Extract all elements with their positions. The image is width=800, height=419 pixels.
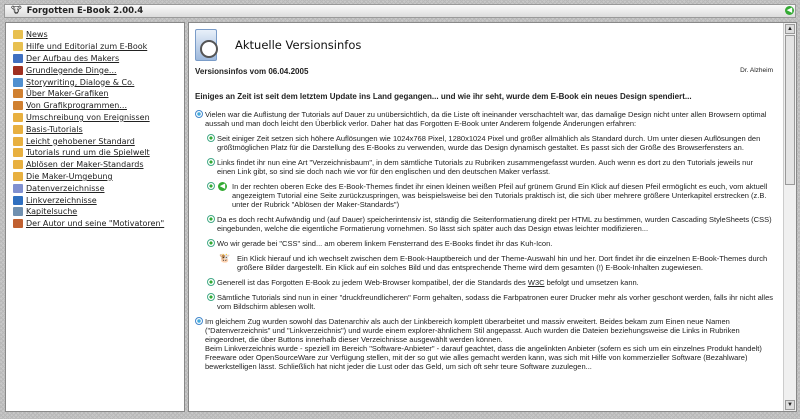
edit-document-icon xyxy=(13,78,23,87)
bullet-icon xyxy=(195,110,203,118)
archive-item: Im gleichem Zug wurden sowohl das Datenarchiv als auch der Linkbereich komplett überarbeitet und massiv erweitert. Beides bekam zum Einen neue Namen ("Datenverzeichnis" und "Linkverzeichnis") und wurde einem explorer-ähnlichem Stil angepasst. Auch wurden die Dateien beziehungsweise die Links in Rubriken eingeordnet, die über Buttons innerhalb dieser Verzeichnisse ausgewählt werden können. Beim Linkverzeichnis wurde - speziell im Bereich "Software-Anbieter" - darauf geachtet, dass die angelinkten Anbieter (sofern es sich um ein einzelnes Produkt handelt) Freeware oder OpenSourceWare zur Verfügung stellen, mit der so gut wie alles gemacht werden kann, was sich mit Hilfe von kommerzieller Software (Bezahlware) bewerkstelligen lässt. Schließlich hat nicht jeder die Lust oder das Geld, um sich oft sehr teure Software zuzulegen... xyxy=(195,317,773,371)
intro-item: Vielen war die Auflistung der Tutorials auf Dauer zu unübersichtlich, da die Liste oft ineinander verschachtelt war, das damalige Design nicht unter allen Browsern optimal aussah und man doch leicht den Überblick verlor. Daher hat das Forgotten E-Book unter Anderem folgende Änderungen erfahren: xyxy=(195,110,773,128)
window-title: Forgotten E-Book 2.00.4 xyxy=(26,6,144,16)
scroll-down-button[interactable]: ▼ xyxy=(785,400,795,410)
cow-note: 🐮 Ein Klick hierauf und ich wechselt zwischen dem E-Book-Hauptbereich und der Theme-Auswahl hin und her. Dort findet ihr die einzelnen E-Book-Themes durch größere Bilder dargestellt. Ein Klick auf ein solches Bild und das entsprechende Theme wird dem gesamten (!) E-Book-Inhalten zugewiesen. xyxy=(219,253,768,272)
sidebar-link[interactable]: Von Grafikprogrammen... xyxy=(26,101,127,111)
page-title: Aktuelle Versionsinfos xyxy=(235,38,362,52)
bullet-icon xyxy=(207,182,215,190)
sidebar-item[interactable] xyxy=(13,218,184,230)
cow-icon: 🐮 xyxy=(219,253,231,263)
scroll-thumb[interactable] xyxy=(785,35,795,185)
sidebar-item[interactable] xyxy=(13,123,184,135)
green-arrow-back-icon[interactable]: ◀ xyxy=(786,7,793,14)
sidebar-item[interactable] xyxy=(13,41,184,53)
sidebar-item[interactable] xyxy=(13,182,184,194)
sidebar-item[interactable] xyxy=(13,76,184,88)
sidebar-item[interactable] xyxy=(13,100,184,112)
sidebar-link[interactable]: Die Maker-Umgebung xyxy=(26,171,113,181)
help-folder-icon xyxy=(13,42,23,51)
sidebar-item[interactable] xyxy=(13,147,184,159)
list-item: Wo wir gerade bei "CSS" sind... am oberem linkem Fensterrand des E-Books findet ihr das Kuh-Icon. xyxy=(207,239,773,248)
version-meta xyxy=(195,67,773,76)
sidebar-item[interactable] xyxy=(13,159,184,171)
sidebar-item[interactable] xyxy=(13,135,184,147)
bullet-icon xyxy=(207,158,215,166)
sidebar-link[interactable]: Linkverzeichnisse xyxy=(26,195,97,205)
paint-brush-icon xyxy=(13,101,23,110)
list-item: Seit einiger Zeit setzen sich höhere Auflösungen wie 1024x768 Pixel, 1280x1024 Pixel und größer allmählich als Standard durch. Um unter diesen Auflösungen den größtmöglichen Platz für die Darstellung des E-Books zu verwenden, wurde das Design dynamisch gestaltet. Es passt sich der Größe des Browserfensters an. xyxy=(207,134,773,152)
globe-icon xyxy=(13,196,23,205)
title-bar xyxy=(4,4,796,18)
sidebar-item[interactable] xyxy=(13,53,184,65)
sidebar-item[interactable] xyxy=(13,64,184,76)
magnifier-icon xyxy=(13,207,23,216)
sidebar-link[interactable]: Datenverzeichnisse xyxy=(26,183,105,193)
sidebar xyxy=(5,22,185,412)
main-panel xyxy=(188,22,797,412)
bullet-icon xyxy=(195,317,203,325)
books-icon xyxy=(13,66,23,75)
paint-brush-icon xyxy=(13,89,23,98)
tutorial-folder-icon xyxy=(13,148,23,157)
tutorial-folder-icon xyxy=(13,172,23,181)
cow-icon[interactable]: 🐮 xyxy=(11,6,22,16)
lead-text: Einiges an Zeit ist seit dem letztem Update ins Land gegangen... und wie ihr seht, wurde dem E-Book ein neues Design spendiert... xyxy=(195,92,692,101)
vertical-scrollbar[interactable] xyxy=(783,23,796,411)
list-item: Sämtliche Tutorials sind nun in einer "druckfreundlicheren" Form gehalten, sodass die Farbpatronen eurer Drucker mehr als vorher geschont werden, falls ihr nicht alles vom Bildschirm ablesen wollt. xyxy=(207,293,773,311)
users-icon xyxy=(13,219,23,228)
sidebar-link[interactable]: Kapitelsuche xyxy=(26,207,78,217)
sidebar-link[interactable]: Hilfe und Editorial zum E-Book xyxy=(26,42,148,52)
folder-open-icon xyxy=(13,30,23,39)
page-header xyxy=(195,27,773,63)
sidebar-link[interactable]: Grundlegende Dinge... xyxy=(26,65,117,75)
bullet-icon xyxy=(207,239,215,247)
sidebar-link[interactable]: Ablösen der Maker-Standards xyxy=(26,160,144,170)
sidebar-link[interactable]: Leicht gehobener Standard xyxy=(26,136,135,146)
tutorial-folder-icon xyxy=(13,137,23,146)
sidebar-link[interactable]: Umschreibung von Ereignissen xyxy=(26,112,150,122)
tutorial-folder-icon xyxy=(13,113,23,122)
version-date: Versionsinfos vom 06.04.2005 xyxy=(195,67,309,76)
author: Dr. Alzheim xyxy=(740,67,773,74)
list-item: ◀ In der rechten oberen Ecke des E-Book-Themes findet ihr einen kleinen weißen Pfeil auf grünem Grund Ein Klick auf diesen Pfeil ermöglicht es euch, vom aktuell angezeigtem Tutorial eine Seite zurückzuspringen, was beispielsweise bei den Tutorials praktisch ist, die sich über mehrere größere Unterkapitel erstrecken (z.B. unter der Rubrick "Ablösen der Maker-Standards") xyxy=(207,182,773,209)
green-arrow-icon: ◀ xyxy=(219,183,226,190)
tutorial-folder-icon xyxy=(13,160,23,169)
bullet-icon xyxy=(207,134,215,142)
sidebar-item[interactable] xyxy=(13,194,184,206)
sidebar-item[interactable] xyxy=(13,112,184,124)
version-clock-icon xyxy=(195,29,217,61)
data-directory-icon xyxy=(13,184,23,193)
list-item: Generell ist das Forgotten E-Book zu jedem Web-Browser kompatibel, der die Standards des W3C befolgt und umsetzen kann. xyxy=(207,278,773,287)
scroll-up-button[interactable]: ▲ xyxy=(785,24,795,34)
tutorial-folder-icon xyxy=(13,125,23,134)
sidebar-link[interactable]: Der Aufbau des Makers xyxy=(26,53,120,63)
sidebar-link[interactable]: Basis-Tutorials xyxy=(26,124,83,134)
list-item: Da es doch recht Aufwändig und (auf Dauer) speicherintensiv ist, ständig die Seitenformatierung direkt per HTML zu bestimmen, wurden Cascading StyleSheets (CSS) eingebunden, welche die eigentliche Formatierung vornehmen. So lässt sich später auch das Design etwas leichter modifizieren... xyxy=(207,215,773,233)
bullet-icon xyxy=(207,215,215,223)
content xyxy=(189,23,783,371)
w3c-link[interactable]: W3C xyxy=(527,278,545,287)
bullet-icon xyxy=(207,278,215,286)
sidebar-link[interactable]: Tutorials rund um die Spielwelt xyxy=(26,148,150,158)
sidebar-item[interactable] xyxy=(13,171,184,183)
sidebar-link[interactable]: News xyxy=(26,30,48,40)
document-arrow-icon xyxy=(13,54,23,63)
list-item: Links findet ihr nun eine Art "Verzeichnisbaum", in dem sämtliche Tutorials zu Rubriken zusammengefasst wurden. Auch wenn es dort zu den Tutorials jeweils nur einen Link gibt, so sind sie doch nach wie vor für den englischen und den deutschen Maker verfasst. xyxy=(207,158,773,176)
sidebar-link[interactable]: Über Maker-Grafiken xyxy=(26,89,109,99)
sidebar-item[interactable] xyxy=(13,29,184,41)
sidebar-link[interactable]: Storywriting, Dialoge & Co. xyxy=(26,77,135,87)
bullet-icon xyxy=(207,293,215,301)
sidebar-link[interactable]: Der Autor und seine "Motivatoren" xyxy=(26,219,165,229)
sidebar-item[interactable] xyxy=(13,88,184,100)
sidebar-item[interactable] xyxy=(13,206,184,218)
